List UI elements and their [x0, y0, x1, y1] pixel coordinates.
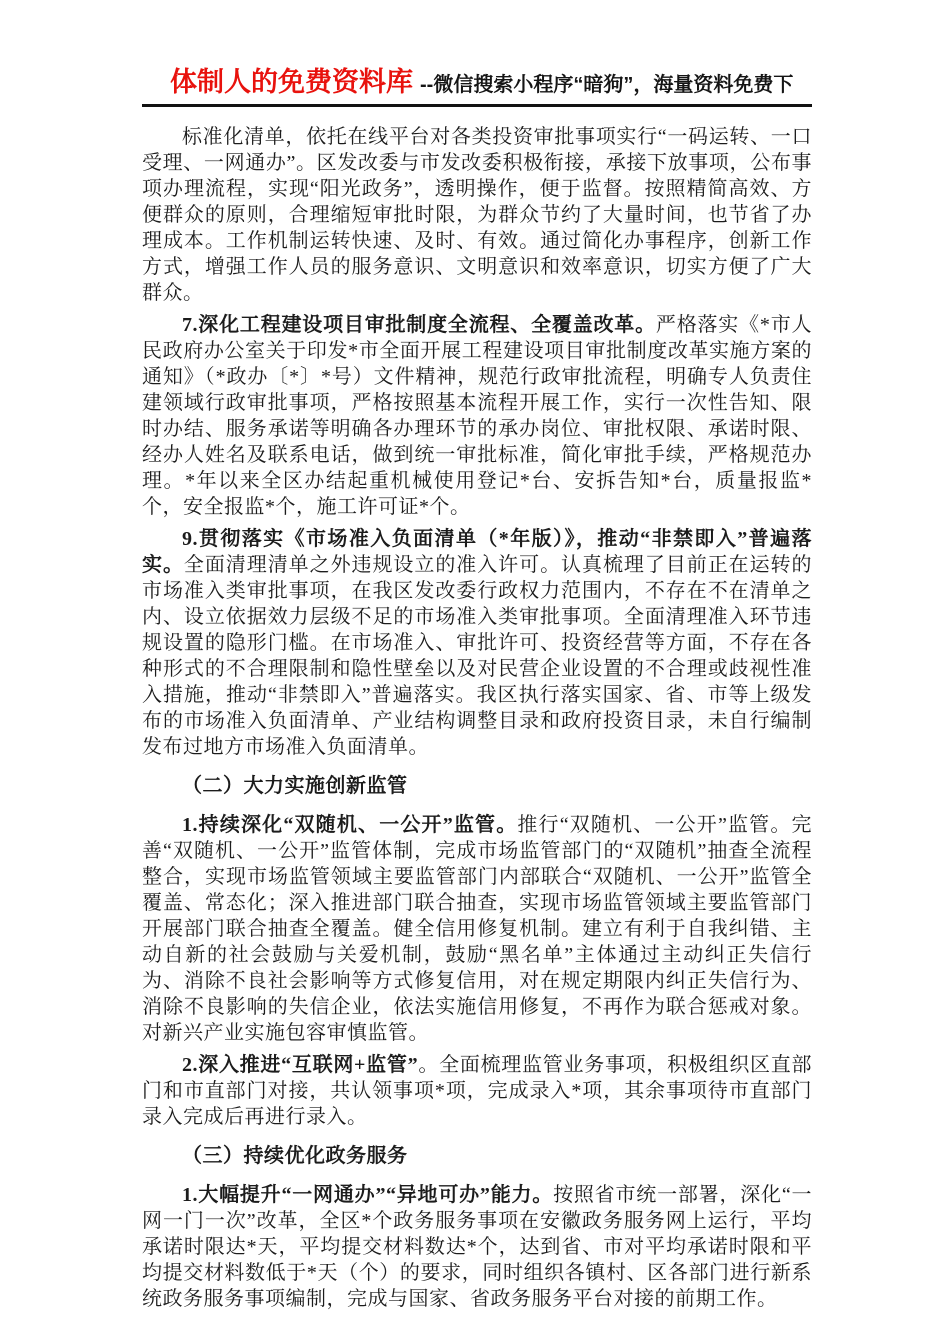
paragraph-text: 标准化清单，依托在线平台对各类投资审批事项实行“一码运转、一口受理、一网通办”。区发改委与市发改委积极衔接，承接下放事项，公布事项办理流程，实现“阳光政务”，透明操作，便于监督。按照精简高效、方便群众的原则，合理缩短审批时限，为群众节约了大量时间，也节省了办理成本。工作机制运转快速、及时、有效。通过简化办事程序，创新工作方式，增强工作人员的服务意识、文明意识和效率意识，切实方便了广大群众。 — [142, 126, 812, 304]
paragraph-text: 严格落实《*市人民政府办公室关于印发*市全面开展工程建设项目审批制度改革实施方案的通知》（*政办〔*〕*号）文件精神，规范行政审批流程，明确专人负责住建领域行政审批事项，严格按照基本流程开展工作，实行一次性告知、限时办结、服务承诺等明确各办理环节的承办岗位、审批权限、承诺时限、经办人姓名及联系电话，做到统一审批标准，简化审批手续，严格规范办理。*年以来全区办结起重机械使用登记*台、安拆告知*台，质量报监*个，安全报监*个，施工许可证*个。 — [142, 314, 813, 518]
paragraph — [142, 812, 812, 1046]
paragraph-text: 按照省市统一部署，深化“一网一门一次”改革，全区*个政务服务事项在安徽政务服务网上运行，平均承诺时限达*天，平均提交材料数达*个，达到省、市对平均承诺时限和平均提交材料数低于*天（个）的要求，同时组织各镇村、区各部门进行新系统政务服务事项编制，完成与国家、省政务服务平台对接的前期工作。 — [142, 1184, 812, 1310]
paragraph-lead: 7.深化工程建设项目审批制度全流程、全覆盖改革。 — [182, 314, 656, 336]
paragraph — [142, 1052, 812, 1130]
paragraph-text: （二）大力实施创新监管 — [182, 775, 408, 797]
paragraph-text: 。全面梳理监管业务事项，积极组织区直部门和市直部门对接，共认领事项*项，完成录入*项，其余事项待市直部门录入完成后再进行录入。 — [142, 1054, 813, 1128]
document-body — [142, 124, 812, 1312]
paragraph-lead: 2.深入推进“互联网+监管” — [182, 1054, 419, 1076]
section-heading — [142, 773, 812, 799]
paragraph-text: 全面清理清单之外违规设立的准入许可。认真梳理了目前正在运转的市场准入类审批事项，在我区发改委行政权力范围内，不存在不在清单之内、设立依据效力层级不足的市场准入类审批事项。全面清理准入环节违规设置的隐形门槛。在市场准入、审批许可、投资经营等方面，不存在各种形式的不合理限制和隐性壁垒以及对民营企业设置的不合理或歧视性准入措施，推动“非禁即入”普遍落实。我区执行落实国家、省、市等上级发布的市场准入负面清单、产业结构调整目录和政府投资目录，未自行编制发布过地方市场准入负面清单。 — [142, 554, 813, 758]
brand-title: 体制人的免费资料库 — [170, 67, 413, 97]
section-heading — [142, 1143, 812, 1169]
paragraph — [142, 1182, 812, 1312]
paragraph — [142, 526, 812, 760]
paragraph-text: （三）持续优化政务服务 — [182, 1145, 408, 1167]
paragraph-text: 推行“双随机、一公开”监管。完善“双随机、一公开”监管体制，完成市场监管部门的“双随机”抽查全流程整合，实现市场监管领域主要监管部门内部联合“双随机、一公开”监管全覆盖、常态化；深入推进部门联合抽查，实现市场监管领域主要监管部门开展部门联合抽查全覆盖。健全信用修复机制。建立有利于自我纠错、主动自新的社会鼓励与关爱机制，鼓励“黑名单”主体通过主动纠正失信行为、消除不良社会影响等方式修复信用，对在规定期限内纠正失信行为、消除不良影响的失信企业，依法实施信用修复，不再作为联合惩戒对象。对新兴产业实施包容审慎监管。 — [142, 814, 812, 1044]
paragraph-lead: 9.贯彻落实《市场准入负面清单（*年版）》，推动“非禁即入”普遍落实。 — [142, 528, 812, 576]
paragraph — [142, 312, 812, 520]
brand-tagline: --微信搜索小程序“暗狗”，海量资料免费下 — [420, 74, 794, 96]
paragraph — [142, 124, 812, 306]
paragraph-lead: 1.持续深化“双随机、一公开”监管。 — [182, 814, 518, 836]
paragraph-lead: 1.大幅提升“一网通办”“异地可办”能力。 — [182, 1184, 554, 1206]
promo-header — [142, 60, 812, 107]
